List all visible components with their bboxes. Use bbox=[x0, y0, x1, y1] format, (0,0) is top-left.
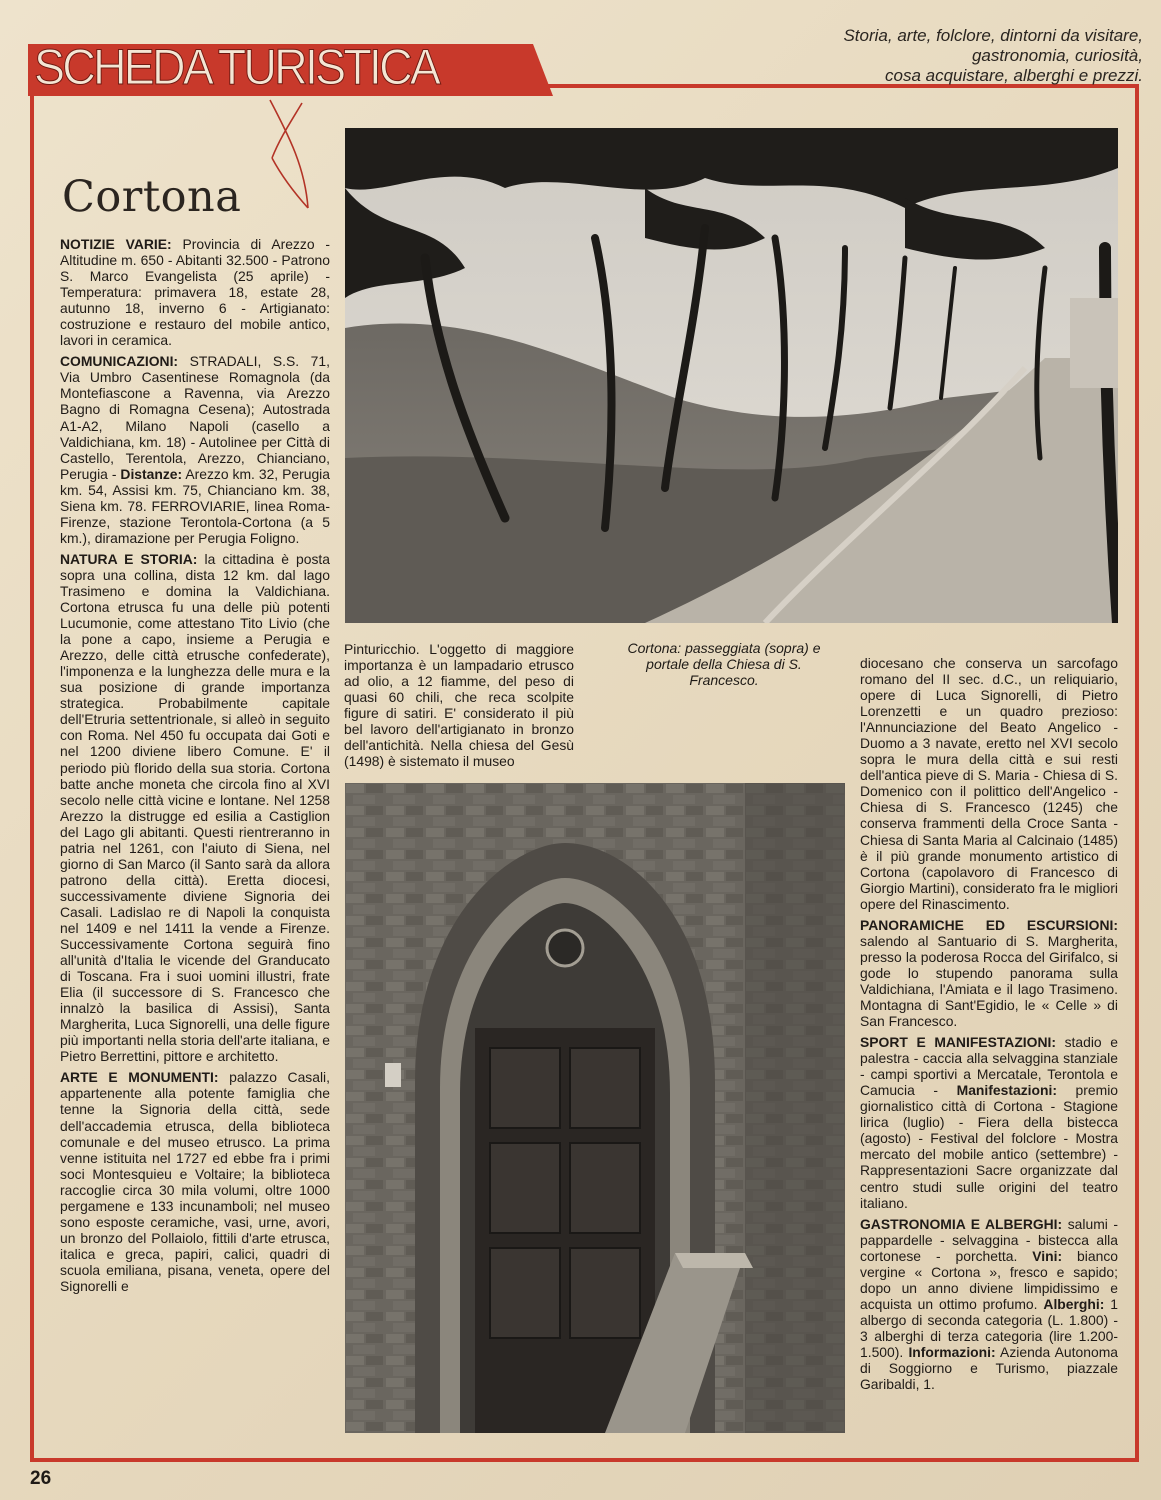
paragraph-diocesano: diocesano che conserva un sarcofago romano del II sec. d.C., un reliquiario, opere di Luca Signorelli, di Pietro Lorenzetti e un quadro prezioso: l'Annunciazione del Beato Angelico - Duomo a 3 navate, eretto nel XVI secolo sopra le mura della città e sui resti dell'antica pieve di S. Maria - Chiesa di S. Domenico con il polittico dell'Angelico - Chiesa di S. Francesco (1245) che conserva frammenti della Croce Santa - Chiesa di Santa Maria al Calcinaio (1485) è il più grande monumento artistico di Cortona (capolavoro di Francesco di Giorgio Martini), considerato fra le migliori opere del Rinascimento. bbox=[860, 655, 1118, 912]
paragraph-gastronomia bbox=[860, 1216, 1118, 1393]
tagline-line: Storia, arte, folclore, dintorni da visitare, bbox=[843, 26, 1143, 45]
photo-tree-lined-road bbox=[345, 128, 1118, 623]
inline-heading: Distanze: bbox=[120, 465, 183, 482]
paragraph-sport bbox=[860, 1034, 1118, 1211]
paragraph-panoramiche bbox=[860, 917, 1118, 1029]
section-heading: NATURA E STORIA: bbox=[60, 550, 198, 567]
section-text: Azienda Autonoma di Soggiorno e Turismo, piazzale Garibaldi, 1. bbox=[860, 1343, 1118, 1393]
section-heading: SPORT E MANIFESTAZIONI: bbox=[860, 1034, 1056, 1051]
inline-heading: Alberghi: bbox=[1043, 1295, 1105, 1312]
section-text: la cittadina è posta sopra una collina, dista 12 km. dal lago Trasimeno e domina la Valdichiana. Cortona etrusca fu una delle più potenti Lucumonie, come attestano Tito Livio (che la pone a capo, insieme a Perugia e Arezzo, delle città etrusche confederate), l'imponenza e la lunghezza delle mura e la sua posizione di grande importanza strategica. Probabilmente capitale dell'Etruria settentrionale, si alleò in seguito con Roma. Nel 450 fu occupata dai Goti e nel 1200 diviene libero Comune. E' il periodo più florido della sua storia. Cortona batte anche moneta che circola fino al XVI secolo nelle città vicine e lontane. Nel 1258 Arezzo la distrugge ed esilia a Castiglion del Lago gli abitanti. Questi rientreranno in patria nel 1261, con l'aiuto di Siena, nel giorno di San Marco (il Santo sarà da allora patrono della città). Eretta diocesi, successivamente diviene Signoria dei Casali. Ladislao re di Napoli la conquista nel 1409 e nel 1411 la vende a Firenze. Successivamente Cortona seguirà fino all'unità d'Italia le vicende del Granducato di Toscana. Fra i suoi uomini illustri, frate Elia (il successore di S. Francesco che innalzò la basilica di Assisi), Santa Margherita, Luca Signorelli, una delle figure più importanti nella storia dell'arte italiana, e Pietro Berrettini, pittore e architetto. bbox=[60, 550, 330, 1065]
section-heading: NOTIZIE VARIE: bbox=[60, 236, 172, 252]
paragraph-natura bbox=[60, 551, 330, 1065]
article-title: Cortona bbox=[62, 172, 242, 222]
section-heading: ARTE E MONUMENTI: bbox=[60, 1069, 219, 1086]
paragraph-museo: Pinturicchio. L'oggetto di maggiore importanza è un lampadario etrusco ad olio, a 12 fiamme, del peso di quasi 60 chili, che reca scolpite figure di satiri. E' considerato il più bel lavoro dell'artigianato in bronzo dell'antichità. Nella chiesa del Gesù (1498) è sistemato il museo bbox=[344, 641, 574, 770]
page-number: 26 bbox=[30, 1468, 52, 1489]
photo-church-portal bbox=[345, 783, 845, 1433]
section-heading: PANORAMICHE ED ESCURSIONI: bbox=[860, 916, 1118, 933]
header-tagline bbox=[723, 26, 1143, 86]
section-text: salumi - pappardelle - selvaggina - bistecca alla cortonese - porchetta. bbox=[860, 1215, 1119, 1264]
tagline-line: gastronomia, curiosità, bbox=[971, 46, 1143, 65]
text-column-middle bbox=[344, 641, 574, 774]
text-column-right bbox=[860, 655, 1118, 1397]
section-text: STRADALI, S.S. 71, Via Umbro Casentinese Romagnola (da Montefiascone a Ravenna, via Arezzo Bagno di Romagna Cesena); Autostrada A1-A2, Milano Napoli (casello a Valdichiana, km. 18) - Autolinee per Città di Castello, Terentola, Arezzo, Chianciano, Perugia - bbox=[60, 353, 330, 482]
section-text: bianco vergine « Cortona », fresco e sapido; dopo un anno diviene limpidissimo e acquista un ottimo profumo. bbox=[860, 1247, 1118, 1312]
paragraph-comunicazioni bbox=[60, 353, 330, 546]
photo-caption: Cortona: passeggiata (sopra) e portale della Chiesa di S. Francesco. bbox=[627, 640, 821, 688]
section-text: premio giornalistico città di Cortona - Stagione lirica (luglio) - Fiera della bistecca (agosto) - Festival del folclore - Mostra mercato del mobile antico (settembre) - Rappresentazioni Sacre organizzate dal centro studi sulle origini del teatro italiano. bbox=[860, 1082, 1119, 1211]
paragraph-arte bbox=[60, 1069, 330, 1294]
inline-heading: Manifestazioni: bbox=[956, 1082, 1057, 1099]
paragraph-notizie bbox=[60, 236, 330, 348]
inline-heading: Vini: bbox=[1032, 1247, 1063, 1264]
pen-mark-icon bbox=[250, 98, 320, 218]
section-heading: GASTRONOMIA E ALBERGHI: bbox=[860, 1215, 1063, 1232]
tagline-line: cosa acquistare, alberghi e prezzi. bbox=[885, 66, 1143, 85]
section-heading: COMUNICAZIONI: bbox=[60, 353, 179, 370]
section-text: salendo al Santuario di S. Margherita, presso la poderosa Rocca del Girifalco, si gode lo stupendo panorama sulla Valdichiana, l'Amiata e il lago Trasimeno. Montagna di Sant'Egidio, le « Celle » di San Francesco. bbox=[860, 932, 1118, 1030]
text-column-left bbox=[60, 236, 330, 1299]
section-banner-title: SCHEDA TURISTICA bbox=[34, 39, 439, 95]
section-text: 1 albergo di seconda categoria (L. 1.800) - 3 alberghi di terza categoria (lire 1.200-1.500). bbox=[860, 1295, 1118, 1360]
inline-heading: Informazioni: bbox=[908, 1343, 996, 1360]
section-text: palazzo Casali, appartenente alla potente famiglia che tenne la Signoria della città, sede dell'accademia etrusca, della biblioteca comunale e del museo etrusco. La prima venne istituita nel 1727 ed ebbe fra i primi soci Montesquieu e Voltaire; la biblioteca raccoglie circa 30 mila volumi, oltre 1000 pergamene e 133 incunamboli; nel museo sono esposte ceramiche, vasi, urne, avori, un bronzo del Pollaiolo, fittili d'arte etrusca, italica e greca, papiri, calici, quadri di scuola emiliana, pisana, veneta, opere del Signorelli e bbox=[60, 1069, 331, 1294]
section-text: Provincia di Arezzo - Altitudine m. 650 - Abitanti 32.500 - Patrono S. Marco Evangelista (25 aprile) - Temperatura: primavera 18, estate 28, autunno 18, inverno 6 - Artigianato: costruzione e restauro del mobile antico, lavori in ceramica. bbox=[60, 236, 331, 349]
section-text: Arezzo km. 32, Perugia km. 54, Assisi km. 75, Chianciano km. 38, Siena km. 78. FERROVIARIE, linea Roma-Firenze, stazione Terontola-Cortona (a 5 km.), diramazione per Perugia Foligno. bbox=[60, 465, 330, 546]
section-text: stadio e palestra - caccia alla selvaggina stanziale - campi sportivi a Mercatale, Terontola e Camucia - bbox=[860, 1034, 1118, 1099]
